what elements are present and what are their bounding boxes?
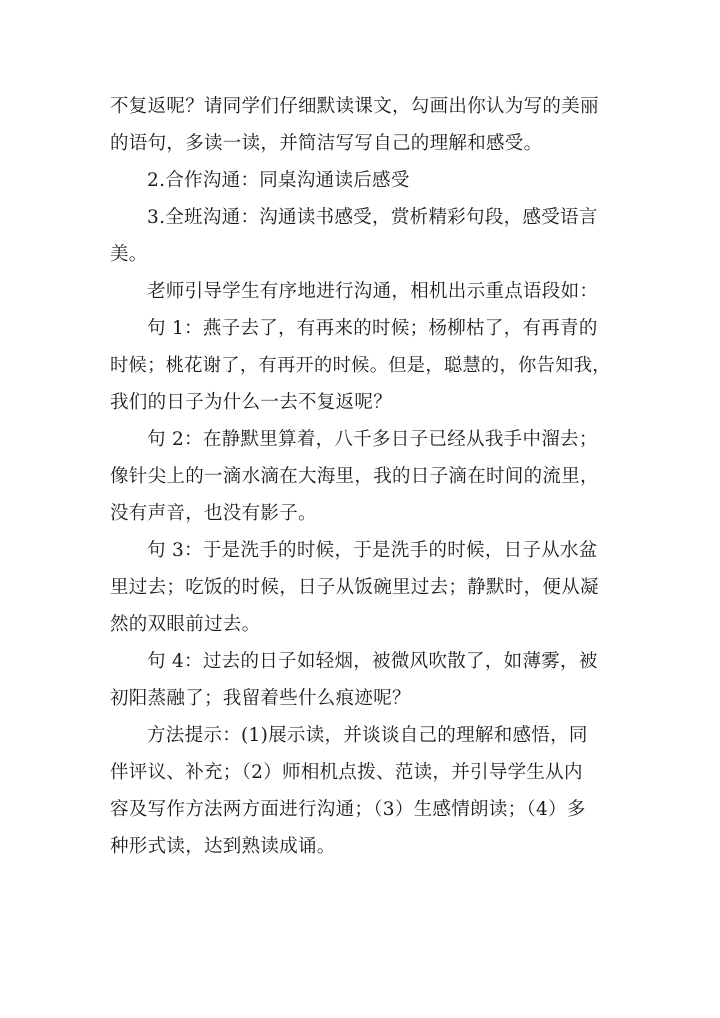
text-line: 句 4：过去的日子如轻烟，被微风吹散了，如薄雾，被 [147,651,598,672]
text-line: 句 2：在静默里算着，八千多日子已经从我手中溜去； [147,429,598,450]
text-line: 3.全班沟通：沟通读书感受，赏析精彩句段，感受语言 [147,207,598,228]
text-line: 然的双眼前过去。 [110,614,261,635]
text-line: 像针尖上的一滴水滴在大海里，我的日子滴在时间的流里， [110,466,599,487]
text-line: 时候；桃花谢了，有再开的时候。但是，聪慧的，你告知我， [110,355,611,376]
text-line: 美。 [110,244,148,265]
text-line: 的语句，多读一读，并简洁写写自己的理解和感受。 [110,133,543,154]
text-line: 初阳蒸融了；我留着些什么痕迹呢？ [110,688,411,709]
text-line: 容及写作方法两方面进行沟通；（3）生感情朗读；（4）多 [110,799,586,820]
text-line: 句 1：燕子去了，有再来的时候；杨柳枯了，有再青的 [147,318,598,339]
text-line: 我们的日子为什么一去不复返呢？ [110,392,393,413]
text-line: 里过去；吃饭的时候，日子从饭碗里过去；静默时，便从凝 [110,577,599,598]
text-line: 方法提示：(1)展示读，并谈谈自己的理解和感悟，同 [147,725,588,746]
text-line: 2.合作沟通：同桌沟通读后感受 [147,170,410,191]
text-line: 没有声音，也没有影子。 [110,503,317,524]
text-line: 句 3：于是洗手的时候，于是洗手的时候，日子从水盆 [147,540,598,561]
document-body [110,88,615,865]
text-line: 种形式读，达到熟读成诵。 [110,836,336,857]
text-line: 不复返呢？请同学们仔细默读课文，勾画出你认为写的美丽 [110,96,599,117]
text-line: 伴评议、补充；（2）师相机点拨、范读，并引导学生从内 [110,762,583,783]
text-line: 老师引导学生有序地进行沟通，相机出示重点语段如： [147,281,599,302]
